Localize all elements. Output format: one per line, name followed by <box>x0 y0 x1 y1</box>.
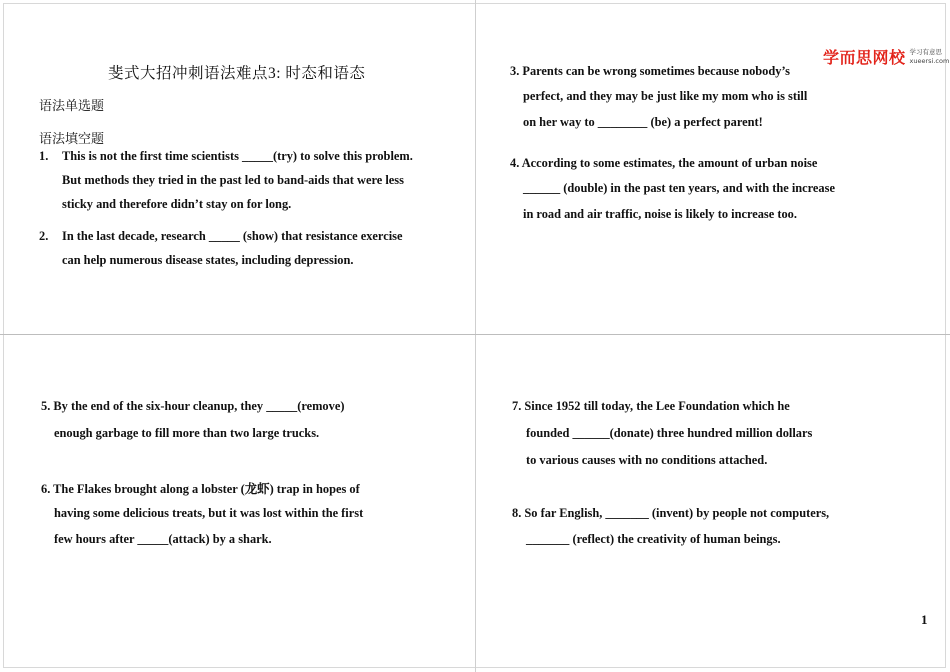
question-4-line: ______ (double) in the past ten years, and with the increase <box>523 181 835 195</box>
question-7-line: 7. Since 1952 till today, the Lee Foundation which he <box>512 399 790 413</box>
section-heading-fill-in: 语法填空题 <box>39 131 105 146</box>
xueersi-logo <box>823 45 949 68</box>
vertical-divider <box>475 0 476 672</box>
logo-slogan: 学习有意思 <box>909 48 943 56</box>
question-2-number: 2. <box>39 229 49 243</box>
question-3-line: 3. Parents can be wrong sometimes because nobody’s <box>510 64 790 78</box>
horizontal-divider <box>0 334 950 335</box>
question-2-line: In the last decade, research _____ (show) that resistance exercise <box>62 229 403 243</box>
question-1-number: 1. <box>39 149 49 163</box>
question-6-line: having some delicious treats, but it was lost within the first <box>54 506 364 520</box>
question-6-line: few hours after _____(attack) by a shark. <box>54 532 272 546</box>
question-1-line: But methods they tried in the past led to band-aids that were less <box>62 173 404 187</box>
question-1-line: sticky and therefore didn’t stay on for long. <box>62 197 292 211</box>
question-4-line: 4. According to some estimates, the amount of urban noise <box>510 156 818 170</box>
question-8-line: 8. So far English, _______ (invent) by people not computers, <box>512 506 830 520</box>
question-7-line: founded ______(donate) three hundred million dollars <box>526 426 813 440</box>
question-6-line: 6. The Flakes brought along a lobster (龙虾) trap in hopes of <box>41 482 360 496</box>
question-3-line: on her way to ________ (be) a perfect parent! <box>523 115 763 129</box>
section-heading-multiple-choice: 语法单选题 <box>39 98 105 113</box>
question-2-line: can help numerous disease states, including depression. <box>62 253 354 267</box>
question-5-line: 5. By the end of the six-hour cleanup, they _____(remove) <box>41 399 345 413</box>
page-number: 1 <box>921 612 928 627</box>
logo-side <box>910 49 950 64</box>
question-8-line: _______ (reflect) the creativity of human beings. <box>526 532 781 546</box>
question-5-line: enough garbage to fill more than two large trucks. <box>54 426 320 440</box>
page-title: 斐式大招冲刺语法难点3: 时态和语态 <box>108 65 366 82</box>
question-1-line: This is not the first time scientists _____(try) to solve this problem. <box>62 149 413 163</box>
question-7-line: to various causes with no conditions attached. <box>526 453 768 467</box>
logo-main-text: 学而思网校 <box>823 48 906 67</box>
question-4-line: in road and air traffic, noise is likely to increase too. <box>523 207 797 221</box>
question-3-line: perfect, and they may be just like my mom who is still <box>523 89 808 103</box>
logo-domain: xueersi.com <box>909 56 950 65</box>
